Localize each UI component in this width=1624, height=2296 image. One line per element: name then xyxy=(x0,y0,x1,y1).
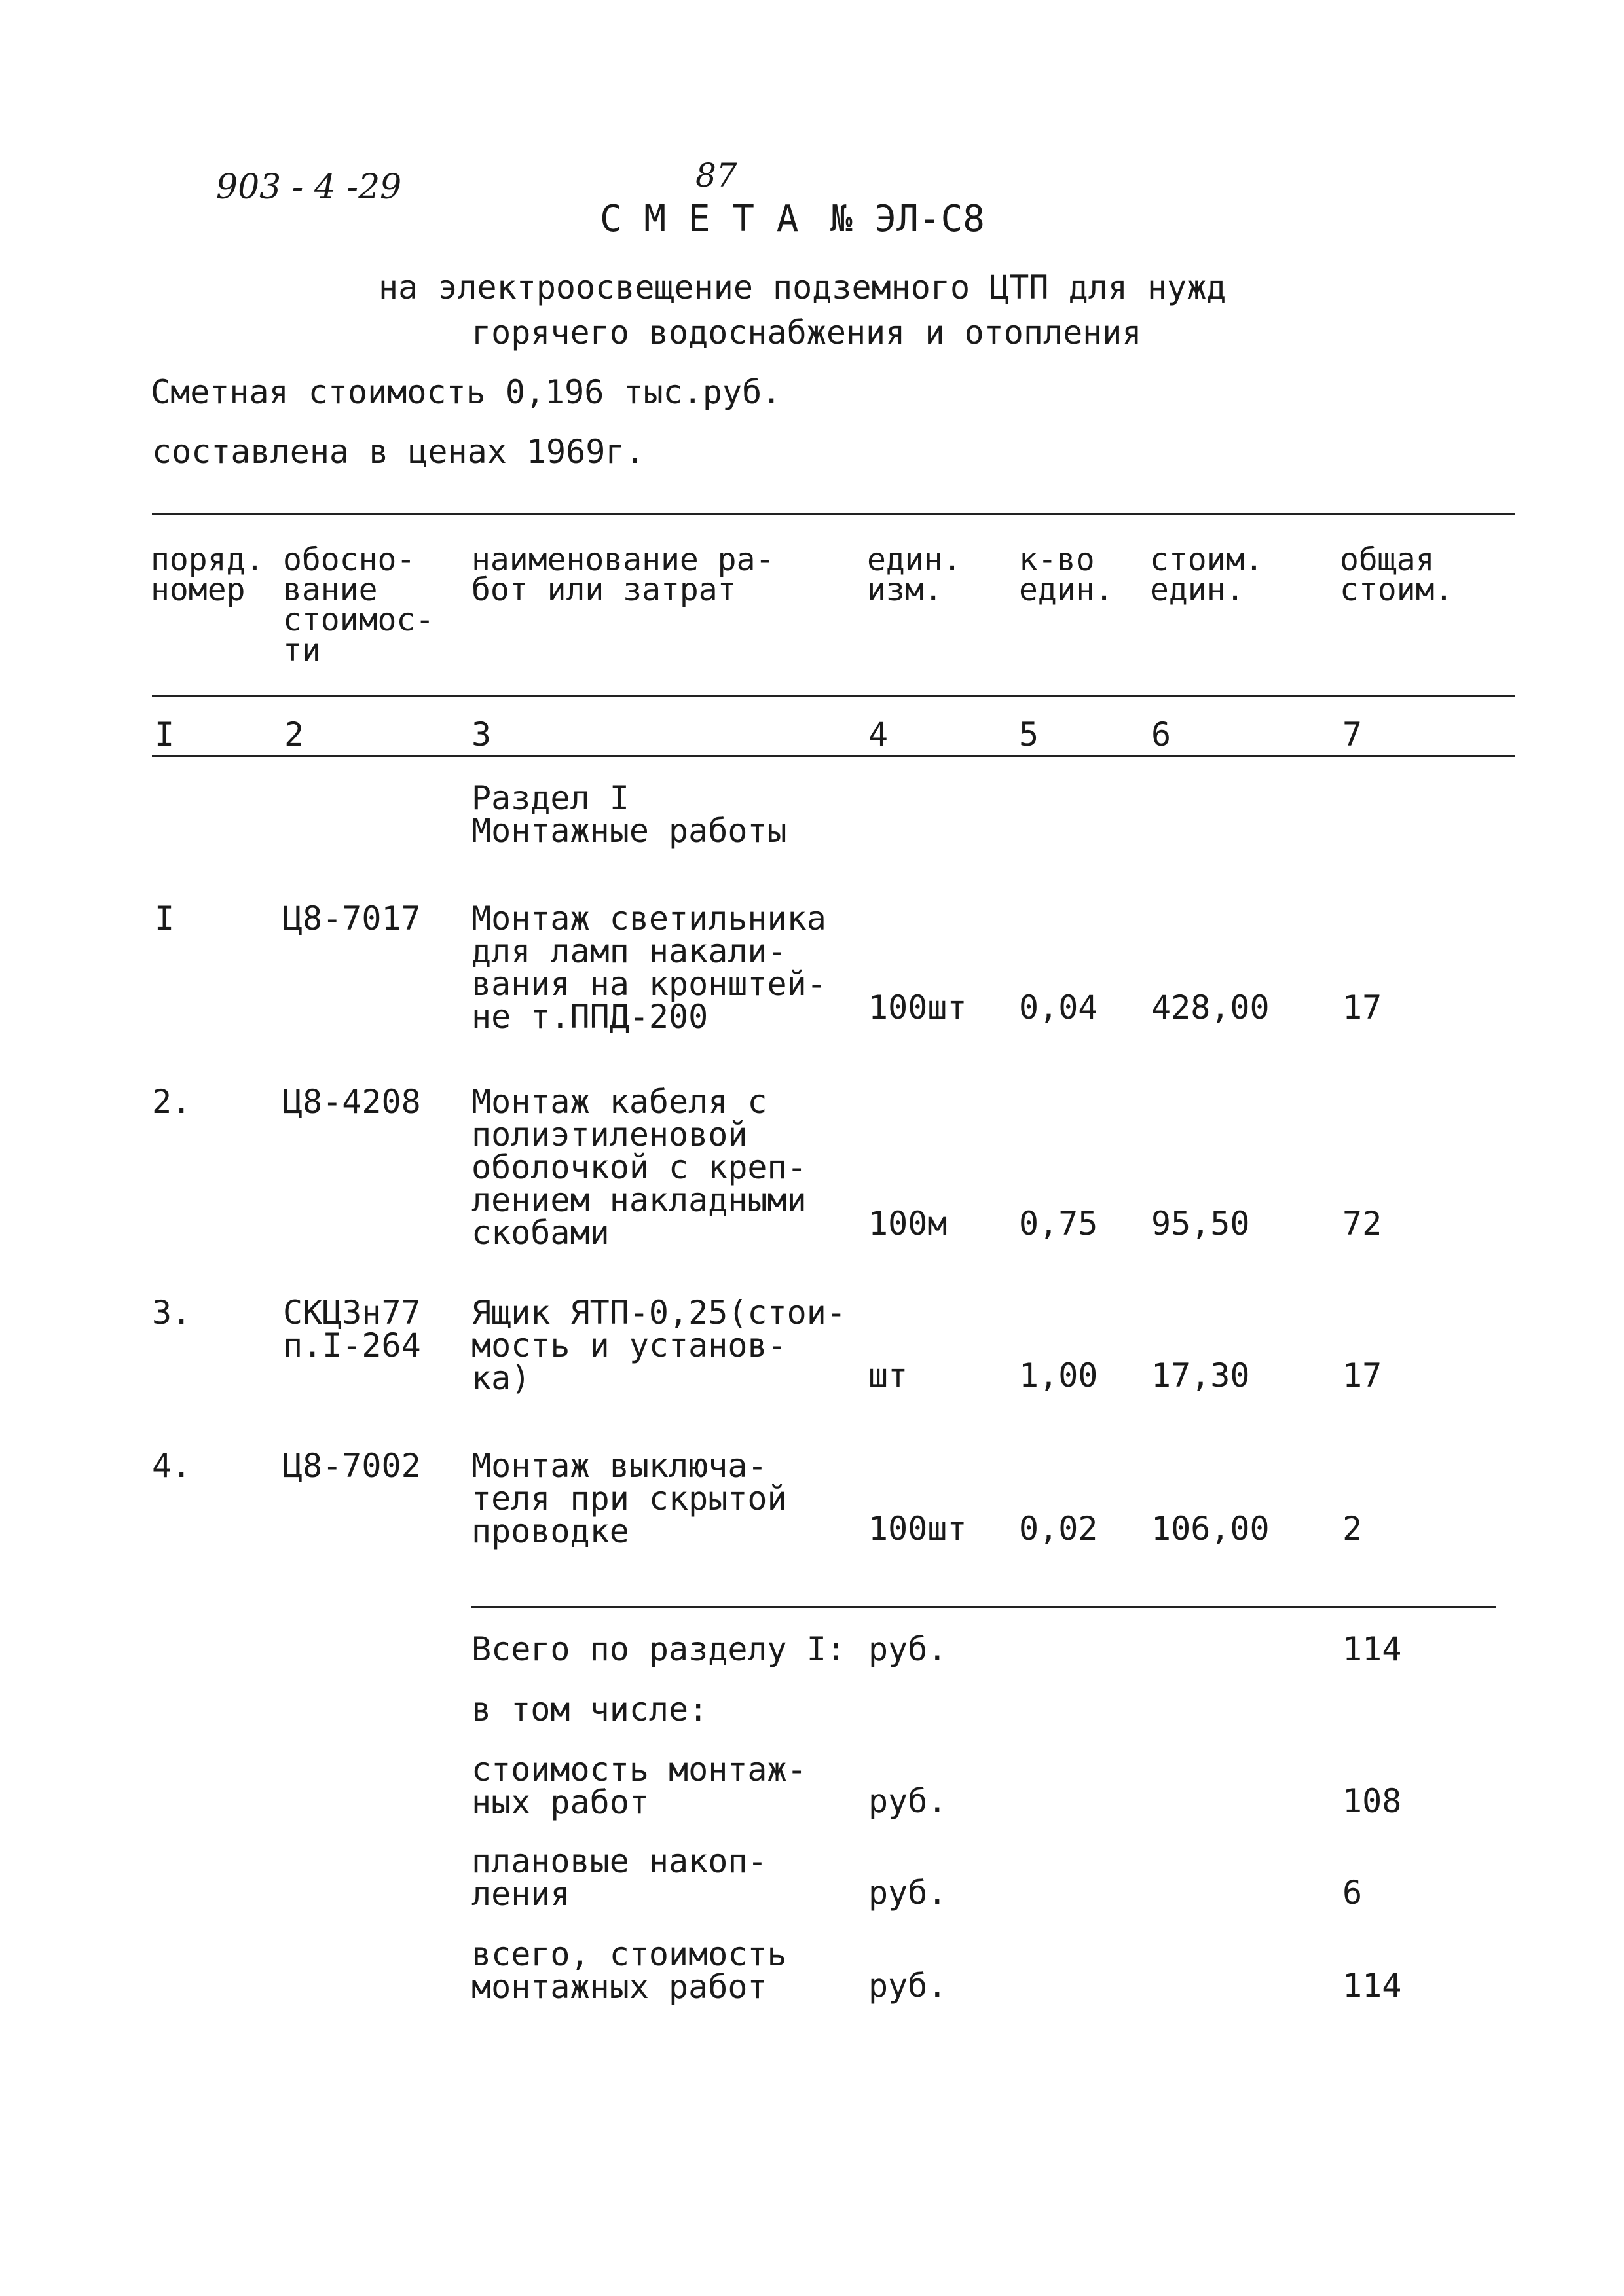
row-4-basis: Ц8-7002 xyxy=(283,1447,421,1485)
row-3-quantity: 1,00 xyxy=(1019,1357,1098,1394)
row-2-number: 2. xyxy=(152,1083,192,1121)
row-2-name: Монтаж кабеля с полиэтиленовой оболочкой с креп- лением накладными скобами xyxy=(471,1083,807,1252)
column-number-1: I xyxy=(155,716,175,754)
document-title: С М Е Т А xyxy=(600,198,799,240)
column-number-4: 4 xyxy=(868,716,889,754)
summary-rule xyxy=(471,1606,1496,1608)
summary-section-total-value: 114 xyxy=(1342,1630,1402,1668)
row-4-unit: 100шт xyxy=(868,1510,967,1548)
row-1-unit-cost: 428,00 xyxy=(1151,989,1270,1027)
summary-installation-cost-unit: руб. xyxy=(868,1782,948,1820)
column-number-3: 3 xyxy=(471,716,492,754)
row-3-number: 3. xyxy=(152,1294,192,1332)
section-title: Раздел I Монтажные работы xyxy=(471,779,787,850)
row-1-total: 17 xyxy=(1342,989,1382,1027)
summary-installation-cost-value: 108 xyxy=(1342,1782,1402,1820)
subtitle-line-2: горячего водоснабжения и отопления xyxy=(471,314,1142,352)
column-number-6: 6 xyxy=(1151,716,1172,754)
header-cost-basis: обосно- вание стоимос- ти xyxy=(283,541,435,668)
summary-grand-total-value: 114 xyxy=(1342,1967,1402,2005)
row-3-unit-cost: 17,30 xyxy=(1151,1357,1250,1394)
summary-grand-total-label: всего, стоимость монтажных работ xyxy=(471,1935,787,2006)
row-3-total: 17 xyxy=(1342,1357,1382,1394)
header-quantity: к-во един. xyxy=(1019,541,1114,608)
row-1-number: I xyxy=(155,900,175,938)
row-3-basis: СКЦЗн77 п.I-264 xyxy=(283,1294,421,1364)
table-top-rule xyxy=(152,513,1515,515)
column-number-5: 5 xyxy=(1019,716,1039,754)
column-numbers-rule xyxy=(152,755,1515,757)
row-4-number: 4. xyxy=(152,1447,192,1485)
estimate-number: № ЭЛ-С8 xyxy=(830,198,986,240)
document-code: 903 - 4 -29 xyxy=(216,168,402,207)
row-4-name: Монтаж выключа- теля при скрытой проводке xyxy=(471,1447,787,1550)
header-order-number: поряд. номер xyxy=(151,541,265,608)
row-3-unit: шт xyxy=(868,1357,908,1394)
row-4-unit-cost: 106,00 xyxy=(1151,1510,1270,1548)
header-unit: един. изм. xyxy=(867,541,962,608)
row-4-quantity: 0,02 xyxy=(1019,1510,1098,1548)
summary-grand-total-unit: руб. xyxy=(868,1967,948,2005)
row-2-unit-cost: 95,50 xyxy=(1151,1205,1250,1243)
summary-section-total-label: Всего по разделу I: xyxy=(471,1630,846,1668)
summary-planned-savings-label: плановые накоп- ления xyxy=(471,1842,767,1913)
summary-including-label: в том числе: xyxy=(471,1690,709,1728)
summary-planned-savings-value: 6 xyxy=(1342,1874,1363,1912)
page-number: 87 xyxy=(695,156,737,194)
header-total-cost: общая стоим. xyxy=(1340,541,1454,608)
column-number-2: 2 xyxy=(284,716,304,754)
price-basis: составлена в ценах 1969г. xyxy=(152,433,645,471)
summary-section-total-unit: руб. xyxy=(868,1630,948,1668)
summary-planned-savings-unit: руб. xyxy=(868,1874,948,1912)
row-2-unit: 100м xyxy=(868,1205,948,1243)
summary-installation-cost-label: стоимость монтаж- ных работ xyxy=(471,1751,807,1821)
column-number-7: 7 xyxy=(1342,716,1363,754)
header-bottom-rule xyxy=(152,695,1515,697)
row-3-name: Ящик ЯТП-0,25(стои- мость и установ- ка) xyxy=(471,1294,846,1397)
header-unit-cost: стоим. един. xyxy=(1150,541,1264,608)
subtitle-line-1: на электроосвещение подземного ЦТП для нужд xyxy=(378,268,1227,306)
row-1-unit: 100шт xyxy=(868,989,967,1027)
header-work-name: наименование ра- бот или затрат xyxy=(471,541,775,608)
row-2-basis: Ц8-4208 xyxy=(283,1083,421,1121)
row-2-quantity: 0,75 xyxy=(1019,1205,1098,1243)
row-1-basis: Ц8-7017 xyxy=(283,900,421,938)
row-4-total: 2 xyxy=(1342,1510,1363,1548)
row-2-total: 72 xyxy=(1342,1205,1382,1243)
estimated-cost: Сметная стоимость 0,196 тыс.руб. xyxy=(151,373,782,411)
row-1-quantity: 0,04 xyxy=(1019,989,1098,1027)
row-1-name: Монтаж светильника для ламп накали- вания на кронштей- не т.ППД-200 xyxy=(471,900,826,1036)
